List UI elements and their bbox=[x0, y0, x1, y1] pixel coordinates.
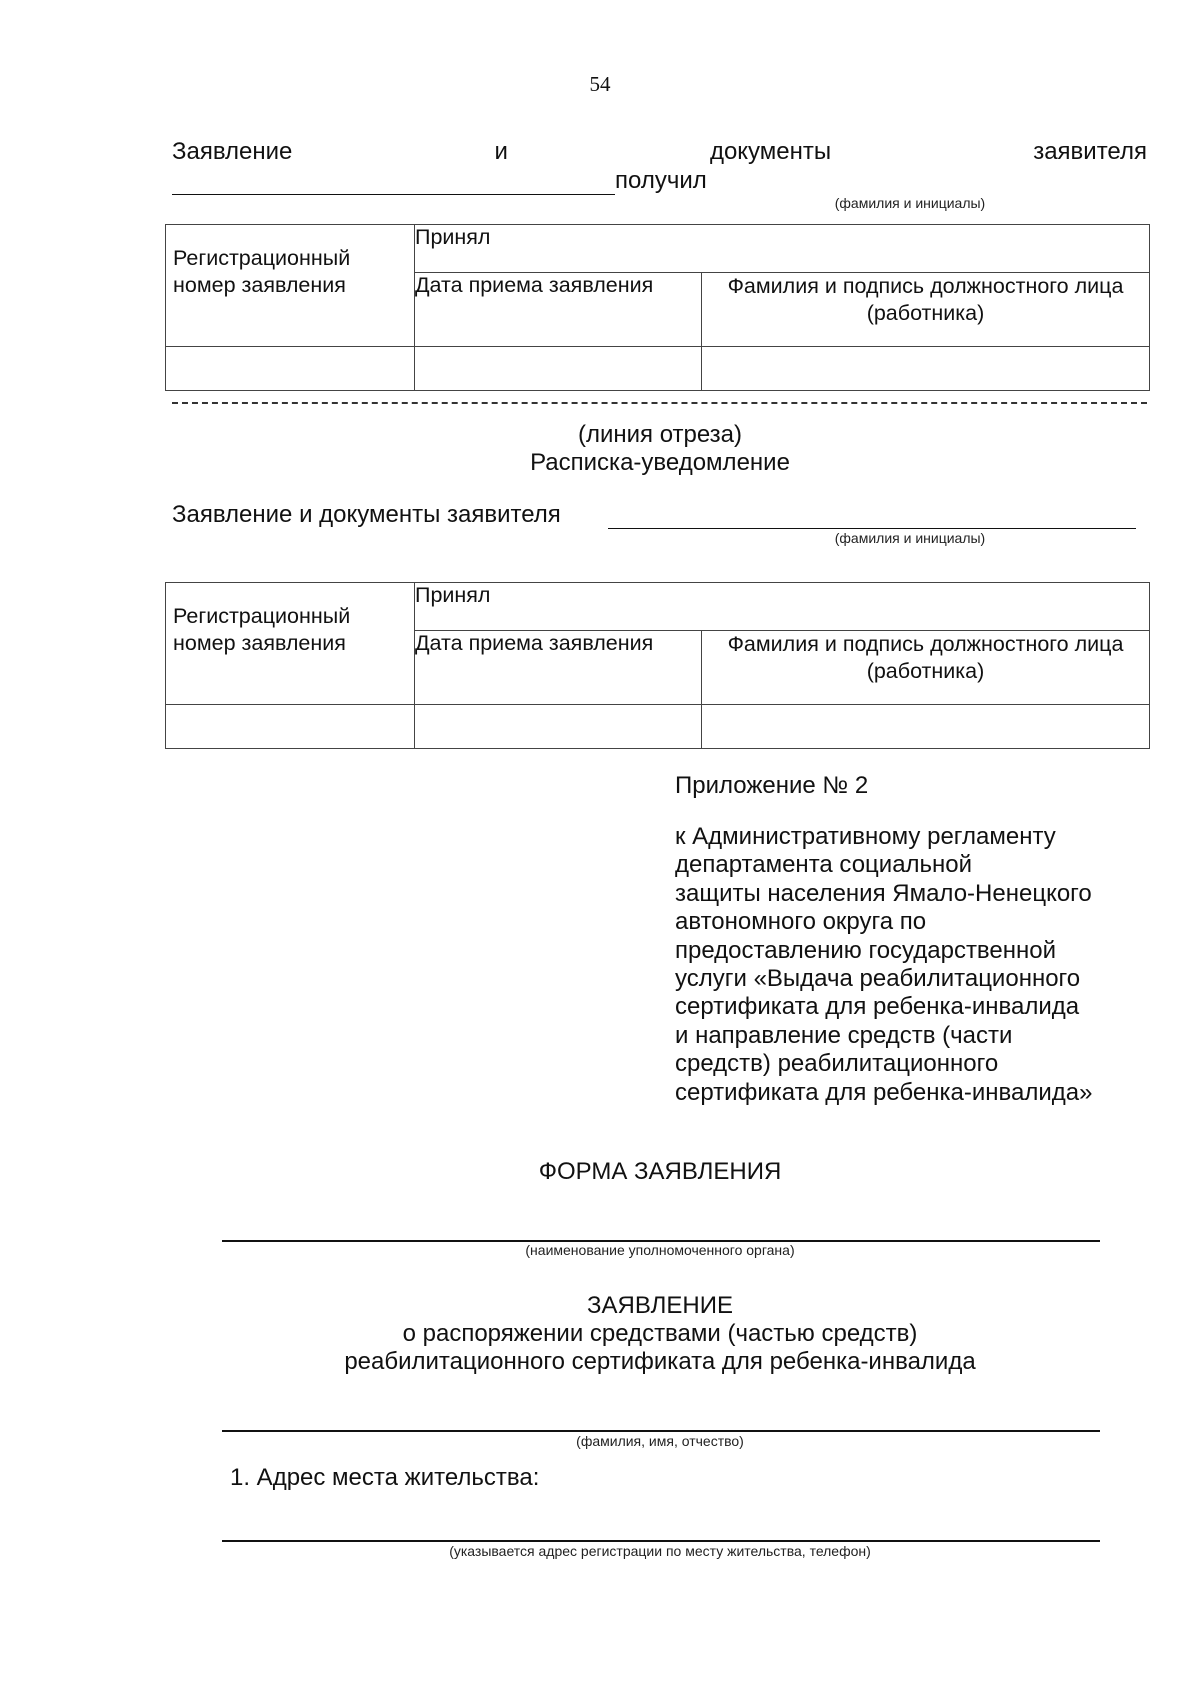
statement-line-2: о распоряжении средствами (частью средств) bbox=[402, 1320, 918, 1347]
applicant-name-blank bbox=[608, 504, 1136, 529]
signature-cell[interactable] bbox=[702, 705, 1150, 749]
date-cell[interactable] bbox=[415, 705, 702, 749]
date-header: Дата приема заявления bbox=[415, 631, 702, 705]
signature-header: Фамилия и подпись должностного лица (работника) bbox=[702, 273, 1150, 347]
appendix-line: защиты населения Ямало-Ненецкого bbox=[675, 879, 1092, 907]
word-statement: Заявление bbox=[172, 138, 293, 165]
cut-line bbox=[172, 402, 1147, 404]
address-caption: (указывается адрес регистрации по месту жительства, телефон) bbox=[449, 1543, 871, 1559]
received-label: получил bbox=[615, 167, 707, 194]
address-blank[interactable] bbox=[222, 1540, 1100, 1542]
appendix-line: сертификата для ребенка-инвалида bbox=[675, 993, 1080, 1021]
registration-table-top bbox=[165, 224, 1150, 391]
statement-line-3: реабилитационного сертификата для ребенка-инвалида bbox=[344, 1348, 976, 1375]
name-caption-top: (фамилия и инициалы) bbox=[834, 195, 986, 211]
appendix-line: департамента социальной bbox=[675, 851, 973, 879]
signature-cell[interactable] bbox=[702, 347, 1150, 391]
fio-blank[interactable] bbox=[222, 1430, 1100, 1432]
word-documents: документы bbox=[709, 138, 832, 165]
appendix-text bbox=[675, 823, 1175, 1107]
receipt-top-line bbox=[172, 138, 1147, 166]
appendix-title: Приложение № 2 bbox=[675, 772, 869, 799]
date-cell[interactable] bbox=[415, 347, 702, 391]
address-label: 1. Адрес места жительства: bbox=[230, 1464, 540, 1491]
statement-title: ЗАЯВЛЕНИЕ bbox=[587, 1292, 733, 1319]
appendix-line: к Административному регламенту bbox=[675, 823, 1056, 850]
reg-number-header: Регистрационный номер заявления bbox=[166, 225, 415, 347]
word-and: и bbox=[494, 138, 508, 165]
cut-line-label: (линия отреза) bbox=[577, 421, 743, 448]
appendix-line: автономного округа по bbox=[675, 908, 927, 936]
fio-caption: (фамилия, имя, отчество) bbox=[576, 1433, 744, 1449]
name-caption-bottom: (фамилия и инициалы) bbox=[834, 530, 986, 546]
accepted-header: Принял bbox=[415, 583, 1150, 631]
date-header: Дата приема заявления bbox=[415, 273, 702, 347]
reg-number-header: Регистрационный номер заявления bbox=[166, 583, 415, 705]
reg-number-cell[interactable] bbox=[166, 705, 415, 749]
reg-number-cell[interactable] bbox=[166, 347, 415, 391]
appendix-line: и направление средств (части bbox=[675, 1021, 1013, 1049]
authority-caption: (наименование уполномоченного органа) bbox=[525, 1242, 795, 1258]
appendix-line: услуги «Выдача реабилитационного bbox=[675, 965, 1081, 993]
appendix-line: предоставлению государственной bbox=[675, 936, 1057, 964]
signature-header: Фамилия и подпись должностного лица (работника) bbox=[702, 631, 1150, 705]
receipt-title: Расписка-уведомление bbox=[530, 449, 790, 476]
appendix-line: сертификата для ребенка-инвалида» bbox=[675, 1078, 1093, 1106]
appendix-line: средств) реабилитационного bbox=[675, 1050, 999, 1078]
accepted-header: Принял bbox=[415, 225, 1150, 273]
receipt-bottom-text: Заявление и документы заявителя bbox=[172, 501, 561, 528]
page-number: 54 bbox=[589, 72, 611, 96]
word-applicant: заявителя bbox=[1033, 138, 1147, 165]
form-title: ФОРМА ЗАЯВЛЕНИЯ bbox=[538, 1158, 782, 1185]
registration-table-bottom bbox=[165, 582, 1150, 749]
received-by-blank bbox=[172, 170, 615, 195]
